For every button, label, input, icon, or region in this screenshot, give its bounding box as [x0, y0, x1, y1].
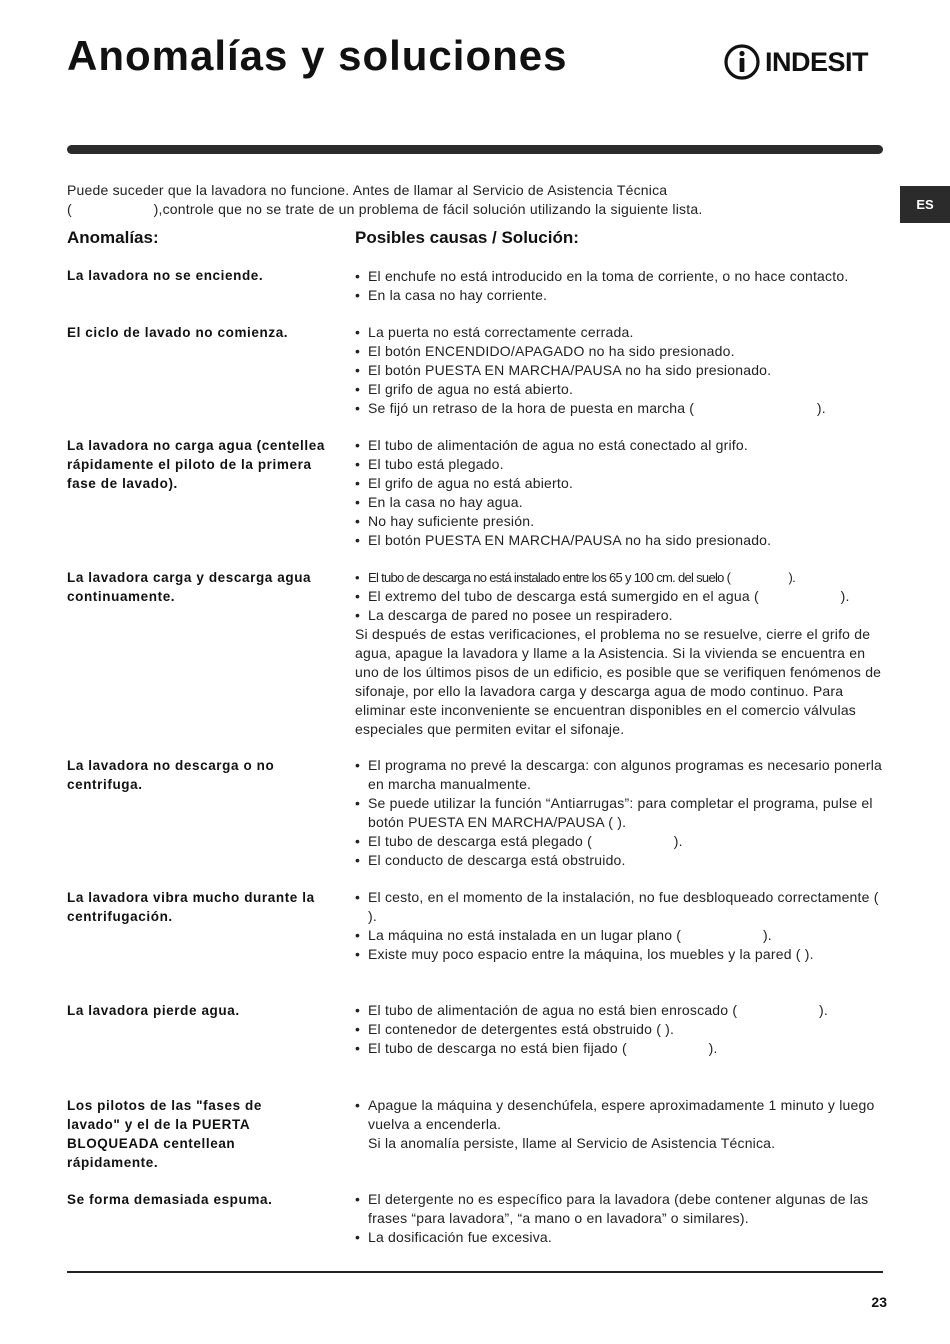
cause-note: Si la anomalía persiste, llame al Servicio de Asistencia Técnica. — [368, 1135, 776, 1151]
issue-label: Los pilotos de las "fases de lavado" y el de la PUERTA BLOQUEADA centellean rápidamente. — [67, 1098, 263, 1170]
cause-item: • En la casa no hay corriente. — [355, 286, 885, 305]
issue-label: La lavadora vibra mucho durante la centrifugación. — [67, 890, 315, 924]
brand-name: INDESIT — [765, 47, 869, 77]
info-i-logo-icon — [724, 43, 760, 81]
cause-item: • El botón ENCENDIDO/APAGADO no ha sido presionado. — [355, 342, 885, 361]
header-divider — [67, 145, 883, 154]
intro-line: ( ),controle que no se trate de un problema de fácil solución utilizando la siguiente lista. — [67, 201, 703, 217]
anomalies-heading: Anomalías: — [67, 228, 159, 247]
cause-item: • El botón PUESTA EN MARCHA/PAUSA no ha sido presionado. — [355, 361, 885, 380]
cause-item: • Se fijó un retraso de la hora de puesta en marcha ( ). — [355, 399, 885, 418]
causes-list — [355, 1190, 885, 1247]
page-title: Anomalías y soluciones — [67, 32, 568, 79]
cause-item: • El tubo de descarga está plegado ( ). — [355, 832, 885, 851]
causes-list — [355, 436, 885, 550]
cause-item: • El botón PUESTA EN MARCHA/PAUSA no ha sido presionado. — [355, 531, 885, 550]
cause-item: • El cesto, en el momento de la instalación, no fue desbloqueado correctamente ( ). — [355, 888, 885, 926]
causes-list — [355, 568, 885, 739]
cause-item: • La dosificación fue excesiva. — [355, 1228, 885, 1247]
issue-label: La lavadora no descarga o no centrifuga. — [67, 758, 275, 792]
cause-item: • Apague la máquina y desenchúfela, espere aproximadamente 1 minuto y luego vuelva a encenderla. — [355, 1096, 885, 1134]
causes-list — [355, 1001, 885, 1058]
cause-note: Si después de estas verificaciones, el problema no se resuelve, cierre el grifo de agua, apague la lavadora y llame a la Asistencia. Si la vivienda se encuentra en uno de los últimos pisos de un edificio, es posible que se verifiquen fenómenos de sifonaje, por ello la lavadora carga y descarga agua de modo continuo. Para eliminar este inconveniente se encuentran disponibles en el comercio válvulas especiales que permiten evitar el sifonaje. — [355, 626, 882, 737]
causes-list — [355, 323, 885, 418]
causes-list — [355, 756, 885, 870]
cause-item: • Se puede utilizar la función “Antiarrugas”: para completar el programa, pulse el botón PUESTA EN MARCHA/PAUSA ( ). — [355, 794, 885, 832]
intro-line: Puede suceder que la lavadora no funcione. Antes de llamar al Servicio de Asistencia Técnica — [67, 182, 668, 198]
issue-label: Se forma demasiada espuma. — [67, 1192, 273, 1207]
cause-item: • El contenedor de detergentes está obstruido ( ). — [355, 1020, 885, 1039]
cause-item: • El tubo de alimentación de agua no está conectado al grifo. — [355, 436, 885, 455]
cause-item: • La puerta no está correctamente cerrada. — [355, 323, 885, 342]
cause-item: • El enchufe no está introducido en la toma de corriente, o no hace contacto. — [355, 267, 885, 286]
page-number: 23 — [871, 1294, 887, 1310]
issue-label: La lavadora pierde agua. — [67, 1003, 240, 1018]
cause-item: • El grifo de agua no está abierto. — [355, 380, 885, 399]
causes-list — [355, 888, 885, 964]
causes-list — [355, 267, 885, 305]
cause-item: • La descarga de pared no posee un respiradero. — [355, 606, 885, 625]
cause-item: • El conducto de descarga está obstruido. — [355, 851, 885, 870]
issue-label: El ciclo de lavado no comienza. — [67, 325, 289, 340]
cause-item: • En la casa no hay agua. — [355, 493, 885, 512]
cause-item: • La máquina no está instalada en un lugar plano ( ). — [355, 926, 885, 945]
causes-list — [355, 1096, 885, 1153]
cause-item: • El tubo de descarga no está instalado entre los 65 y 100 cm. del suelo ( ). — [355, 568, 885, 587]
cause-item: • Existe muy poco espacio entre la máquina, los muebles y la pared ( ). — [355, 945, 885, 964]
cause-item: • El extremo del tubo de descarga está sumergido en el agua ( ). — [355, 587, 885, 606]
issue-label: La lavadora no se enciende. — [67, 268, 264, 283]
cause-item: • El tubo de descarga no está bien fijado ( ). — [355, 1039, 885, 1058]
cause-item: • El programa no prevé la descarga: con algunos programas es necesario ponerla en marcha manualmente. — [355, 756, 885, 794]
intro-paragraph — [67, 181, 883, 219]
indesit-logo — [724, 42, 868, 82]
language-tab: ES — [900, 186, 950, 223]
cause-item: • No hay suficiente presión. — [355, 512, 885, 531]
cause-item: • El tubo de alimentación de agua no está bien enroscado ( ). — [355, 1001, 885, 1020]
cause-item: • El tubo está plegado. — [355, 455, 885, 474]
issue-label: La lavadora no carga agua (centellea rápidamente el piloto de la primera fase de lavado). — [67, 438, 325, 491]
issue-label: La lavadora carga y descarga agua continuamente. — [67, 570, 312, 604]
cause-item: • El detergente no es específico para la lavadora (debe contener algunas de las frases “para lavadora”, “a mano o en lavadora” o similares). — [355, 1190, 885, 1228]
cause-item: • El grifo de agua no está abierto. — [355, 474, 885, 493]
footer-divider — [67, 1271, 883, 1273]
causes-heading: Posibles causas / Solución: — [355, 228, 579, 247]
